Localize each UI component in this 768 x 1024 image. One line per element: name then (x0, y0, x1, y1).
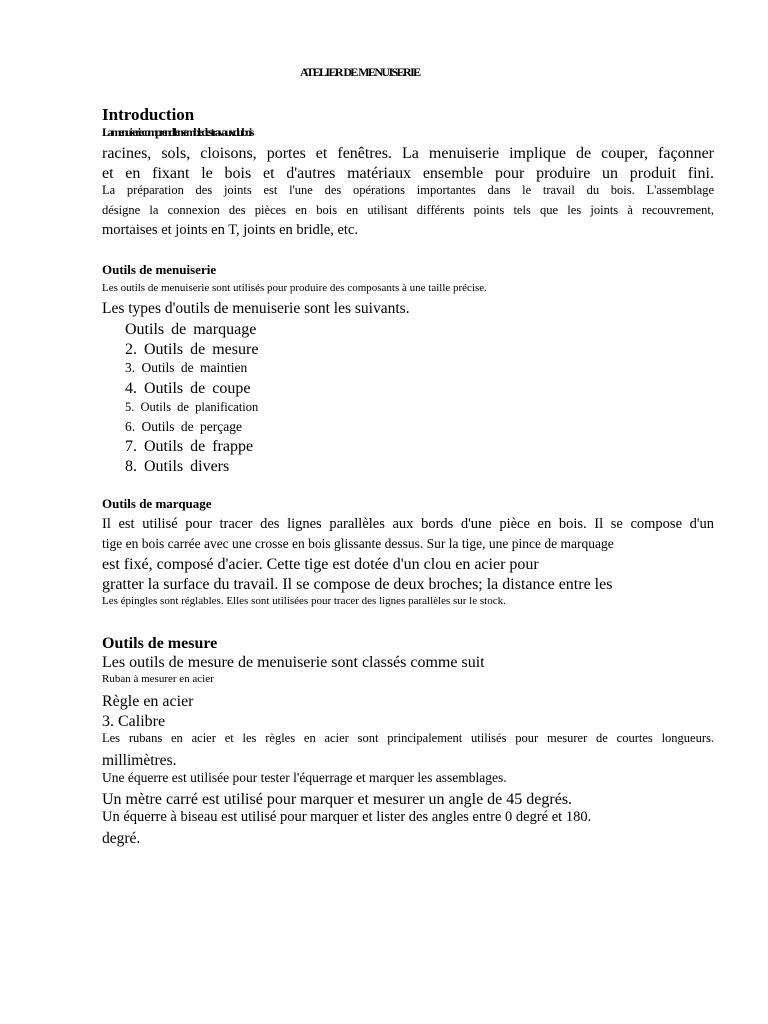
tools-line-2: Les types d'outils de menuiserie sont les suivants. (102, 300, 410, 317)
introduction-line-5: mortaises et joints en T, joints en bridle, etc. (102, 222, 358, 238)
tools-list-item: 3. Outils de maintien (125, 360, 248, 375)
measuring-heading: Outils de mesure (102, 635, 218, 652)
measuring-line-5: Les rubans en acier et les règles en acier sont principalement utilisés pour mesurer de courtes longueurs. (102, 731, 714, 745)
tools-list-item: 8. Outils divers (125, 458, 230, 475)
introduction-line-1: racines, sols, cloisons, portes et fenêtres. La menuiserie implique de couper, façonner (102, 145, 714, 162)
introduction-line-4: désigne la connexion des pièces en bois en utilisant différents points tels que les joints à recouvrement, (102, 203, 714, 217)
measuring-line-6: millimètres. (102, 752, 177, 769)
tools-list-item: 2. Outils de mesure (125, 341, 259, 358)
tools-heading: Outils de menuiserie (102, 262, 217, 277)
marking-line-1: Il est utilisé pour tracer des lignes parallèles aux bords d'une pièce en bois. Il se compose d'un (102, 516, 714, 532)
introduction-line-3: La préparation des joints est l'une des opérations importantes dans le travail du bois. L'assemblage (102, 183, 714, 197)
introduction-line-2: et en fixant le bois et d'autres matériaux ensemble pour produire un produit fini. (102, 165, 714, 182)
measuring-line-2: Ruban à mesurer en acier (102, 673, 214, 685)
marking-line-2: tige en bois carrée avec une crosse en bois glissante dessus. Sur la tige, une pince de marquage (102, 536, 614, 551)
marking-line-4: gratter la surface du travail. Il se compose de deux broches; la distance entre les (102, 576, 613, 593)
measuring-line-4: 3. Calibre (102, 713, 166, 730)
document-title: ATELIER DE MENUISERIE (300, 65, 420, 79)
introduction-heading: Introduction (102, 105, 195, 124)
measuring-line-10: degré. (102, 830, 141, 847)
introduction-overlapped-line: La menuiserie comprend l'ensemble des travaux du bois (102, 125, 252, 139)
measuring-line-1: Les outils de mesure de menuiserie sont classés comme suit (102, 654, 485, 671)
marking-heading: Outils de marquage (102, 496, 212, 511)
marking-line-3: est fixé, composé d'acier. Cette tige est dotée d'un clou en acier pour (102, 556, 539, 573)
tools-list-item: 7. Outils de frappe (125, 438, 254, 455)
marking-line-5: Les épingles sont réglables. Elles sont utilisées pour tracer des lignes parallèles sur le stock. (102, 595, 506, 607)
measuring-line-3: Règle en acier (102, 693, 194, 710)
tools-list-item: 4. Outils de coupe (125, 380, 251, 397)
measuring-line-8: Un mètre carré est utilisé pour marquer et mesurer un angle de 45 degrés. (102, 791, 573, 808)
tools-list-item: Outils de marquage (125, 321, 257, 338)
tools-line-1: Les outils de menuiserie sont utilisés pour produire des composants à une taille précise. (102, 282, 487, 294)
tools-list-item: 5. Outils de planification (125, 400, 259, 414)
measuring-line-9: Un équerre à biseau est utilisé pour marquer et lister des angles entre 0 degré et 180. (102, 809, 592, 825)
measuring-line-7: Une équerre est utilisée pour tester l'équerrage et marquer les assemblages. (102, 770, 507, 785)
tools-list-item: 6. Outils de perçage (125, 419, 242, 434)
